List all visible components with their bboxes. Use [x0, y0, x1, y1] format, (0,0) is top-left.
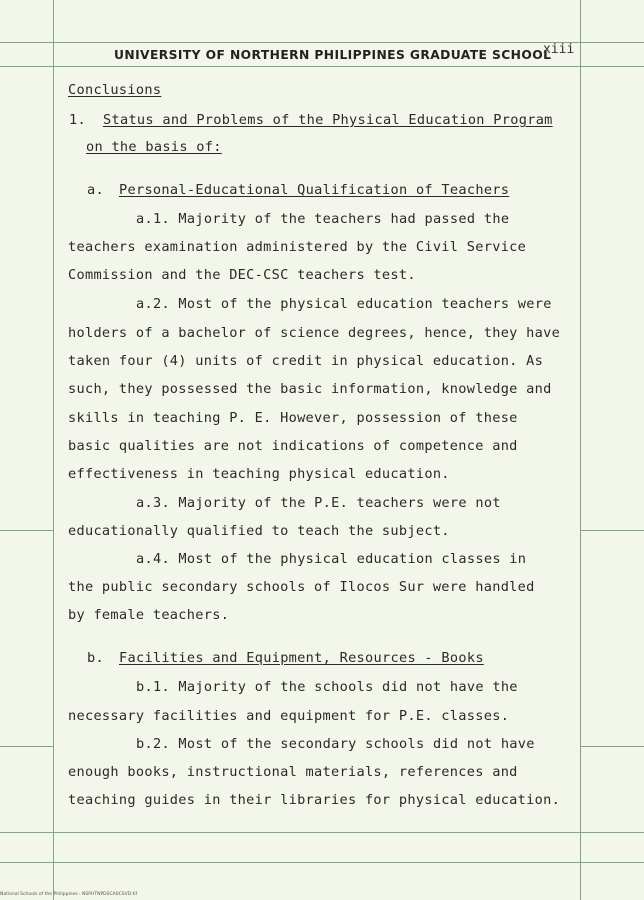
paragraph-line: a.2. Most of the physical education teachers were — [136, 296, 552, 312]
margin-tick — [580, 746, 644, 747]
paragraph-line: necessary facilities and equipment for P.E. classes. — [68, 708, 510, 724]
paragraph-line: a.3. Majority of the P.E. teachers were not — [136, 495, 501, 511]
subsection-title: Facilities and Equipment, Resources - Books — [119, 650, 484, 666]
item-title: Status and Problems of the Physical Education Program — [103, 112, 553, 128]
paragraph-line: by female teachers. — [68, 607, 230, 623]
paragraph-line: effectiveness in teaching physical education. — [68, 466, 450, 482]
section-title: Conclusions — [68, 82, 162, 98]
margin-rule-right — [580, 0, 581, 900]
margin-tick — [580, 530, 644, 531]
paragraph-line: skills in teaching P. E. However, possession of these — [68, 410, 518, 426]
paragraph-line: taken four (4) units of credit in physical education. As — [68, 353, 544, 369]
paragraph-line: enough books, instructional materials, references and — [68, 764, 518, 780]
footer-rule-top — [0, 832, 644, 833]
paragraph-line: Commission and the DEC-CSC teachers test. — [68, 267, 416, 283]
paragraph-line: a.1. Majority of the teachers had passed the — [136, 211, 510, 227]
paragraph-line: a.4. Most of the physical education classes in — [136, 551, 527, 567]
margin-tick — [0, 746, 53, 747]
paragraph-line: basic qualities are not indications of competence and — [68, 438, 518, 454]
scan-footer: National Schools of the Philippines · NSPHTNPDSCA0CSVD.tif — [0, 892, 138, 897]
subsection-title: Personal-Educational Qualification of Teachers — [119, 182, 510, 198]
page-number: xiii — [543, 42, 575, 57]
subsection-letter: b. — [87, 650, 104, 666]
margin-rule-left — [53, 0, 54, 900]
paragraph-line: teaching guides in their libraries for physical education. — [68, 792, 561, 808]
paragraph-line: educationally qualified to teach the subject. — [68, 523, 450, 539]
institution-header: UNIVERSITY OF NORTHERN PHILIPPINES GRADUATE SCHOOL — [114, 48, 552, 62]
paragraph-line: teachers examination administered by the Civil Service — [68, 239, 527, 255]
footer-rule-bottom — [0, 862, 644, 863]
paragraph-line: the public secondary schools of Ilocos Sur were handled — [68, 579, 535, 595]
item-title-cont: on the basis of: — [86, 139, 222, 155]
paragraph-line: such, they possessed the basic information, knowledge and — [68, 381, 552, 397]
item-number: 1. — [69, 112, 86, 128]
subsection-letter: a. — [87, 182, 104, 198]
paragraph-line: holders of a bachelor of science degrees, hence, they have — [68, 325, 561, 341]
paragraph-line: b.2. Most of the secondary schools did not have — [136, 736, 535, 752]
paragraph-line: b.1. Majority of the schools did not have the — [136, 679, 518, 695]
margin-tick — [0, 530, 53, 531]
header-rule-bottom — [0, 66, 644, 67]
